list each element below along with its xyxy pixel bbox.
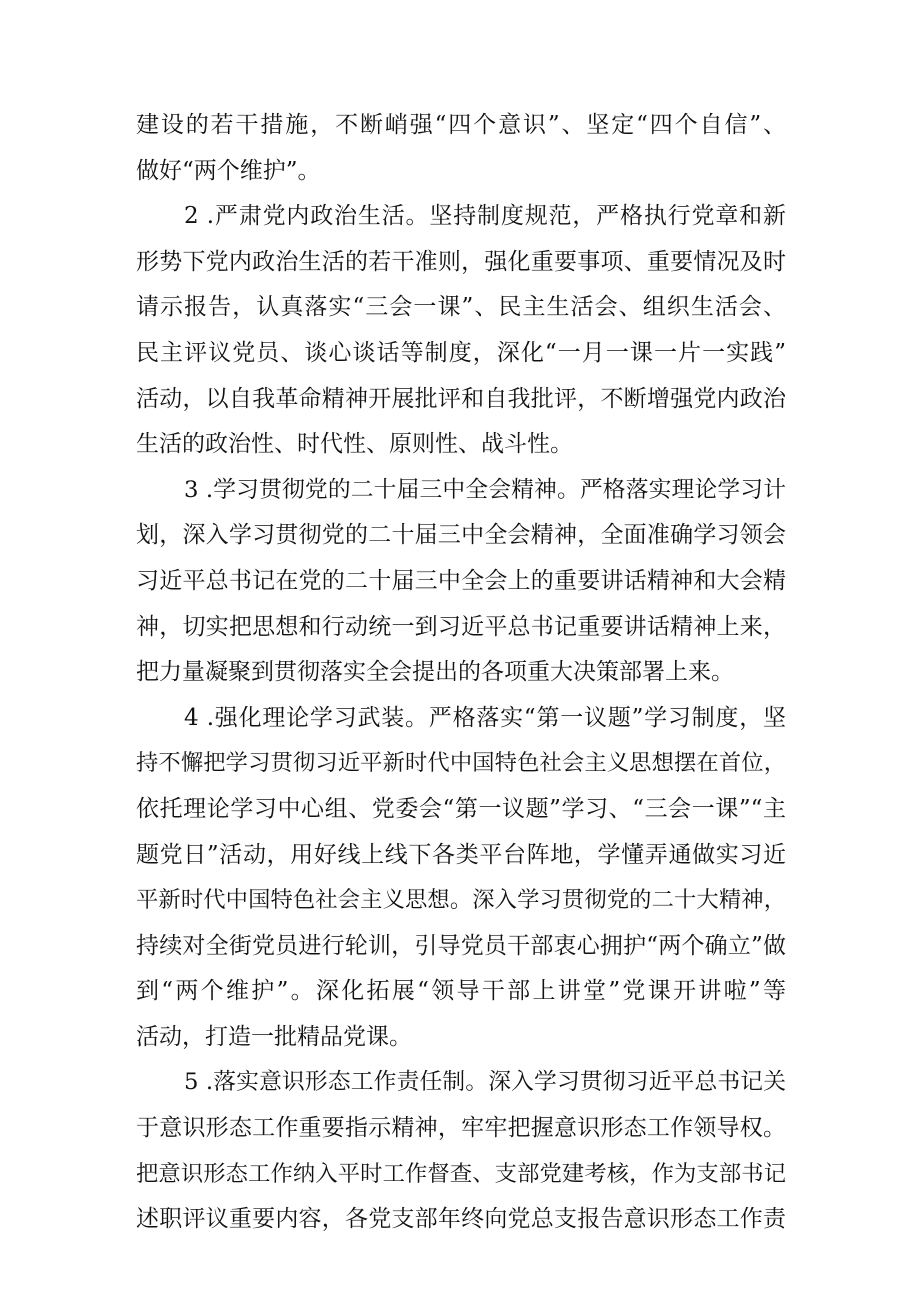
text-line: 习近平总书记在党的二十届三中全会上的重要讲话精神和大会精 — [136, 567, 786, 594]
paragraph-5 — [0, 1060, 920, 1242]
text-line: 持不懈把学习贯彻习近平新时代中国特色社会主义思想摆在首位， — [136, 750, 786, 777]
text-line: 2 .严肃党内政治生活。坚持制度规范，严格执行党章和新 — [184, 203, 786, 230]
text-line: 题党日”活动，用好线上线下各类平台阵地，学懂弄通做实习近 — [136, 841, 786, 868]
text-line: 活动，打造一批精品党课。 — [136, 1023, 412, 1050]
text-line: 做好“两个维护”。 — [136, 157, 321, 184]
text-line: 5 .落实意识形态工作责任制。深入学习贯彻习近平总书记关 — [184, 1069, 786, 1096]
text-line: 把力量凝聚到贯彻落实全会提出的各项重大决策部署上来。 — [136, 659, 734, 686]
text-line: 民主评议党员、谈心谈话等制度，深化“一月一课一片一实践” — [136, 339, 786, 366]
text-line: 活动，以自我革命精神开展批评和自我批评，不断增强党内政治 — [136, 385, 786, 412]
text-line: 持续对全街党员进行轮训，引导党员干部衷心拥护“两个确立”做 — [136, 932, 786, 959]
paragraph-1 — [0, 103, 920, 194]
text-line: 于意识形态工作重要指示精神，牢牢把握意识形态工作领导权。 — [136, 1115, 786, 1142]
text-line: 建设的若干措施，不断峭强“四个意识”、坚定“四个自信”、 — [136, 112, 786, 138]
text-line: 把意识形态工作纳入平时工作督查、支部党建考核，作为支部书记 — [136, 1160, 786, 1187]
text-line: 4 .强化理论学习武装。严格落实“第一议题”学习制度，坚 — [184, 704, 786, 731]
paragraph-3 — [0, 468, 920, 696]
text-line: 依托理论学习中心组、党委会“第一议题”学习、“三会一课”“主 — [136, 795, 786, 822]
text-line: 3 .学习贯彻党的二十届三中全会精神。严格落实理论学习计 — [184, 476, 786, 503]
text-line: 生活的政治性、时代性、原则性、战斗性。 — [136, 431, 573, 458]
paragraph-2 — [0, 194, 920, 468]
text-line: 请示报告，认真落实“三会一课”、民主生活会、组织生活会、 — [136, 294, 786, 321]
text-line: 述职评议重要内容，各党支部年终向党总支报告意识形态工作责 — [136, 1206, 786, 1233]
text-line: 神，切实把思想和行动统一到习近平总书记重要讲话精神上来， — [136, 613, 786, 640]
paragraph-4 — [0, 696, 920, 1061]
text-line: 形势下党内政治生活的若干准则，强化重要事项、重要情况及时 — [136, 248, 786, 275]
text-line: 划，深入学习贯彻党的二十届三中全会精神，全面准确学习领会 — [136, 522, 786, 549]
text-line: 平新时代中国特色社会主义思想。深入学习贯彻党的二十大精神， — [136, 887, 786, 914]
text-line: 到“两个维护”。深化拓展“领导干部上讲堂”党课开讲啦”等 — [136, 978, 786, 1005]
